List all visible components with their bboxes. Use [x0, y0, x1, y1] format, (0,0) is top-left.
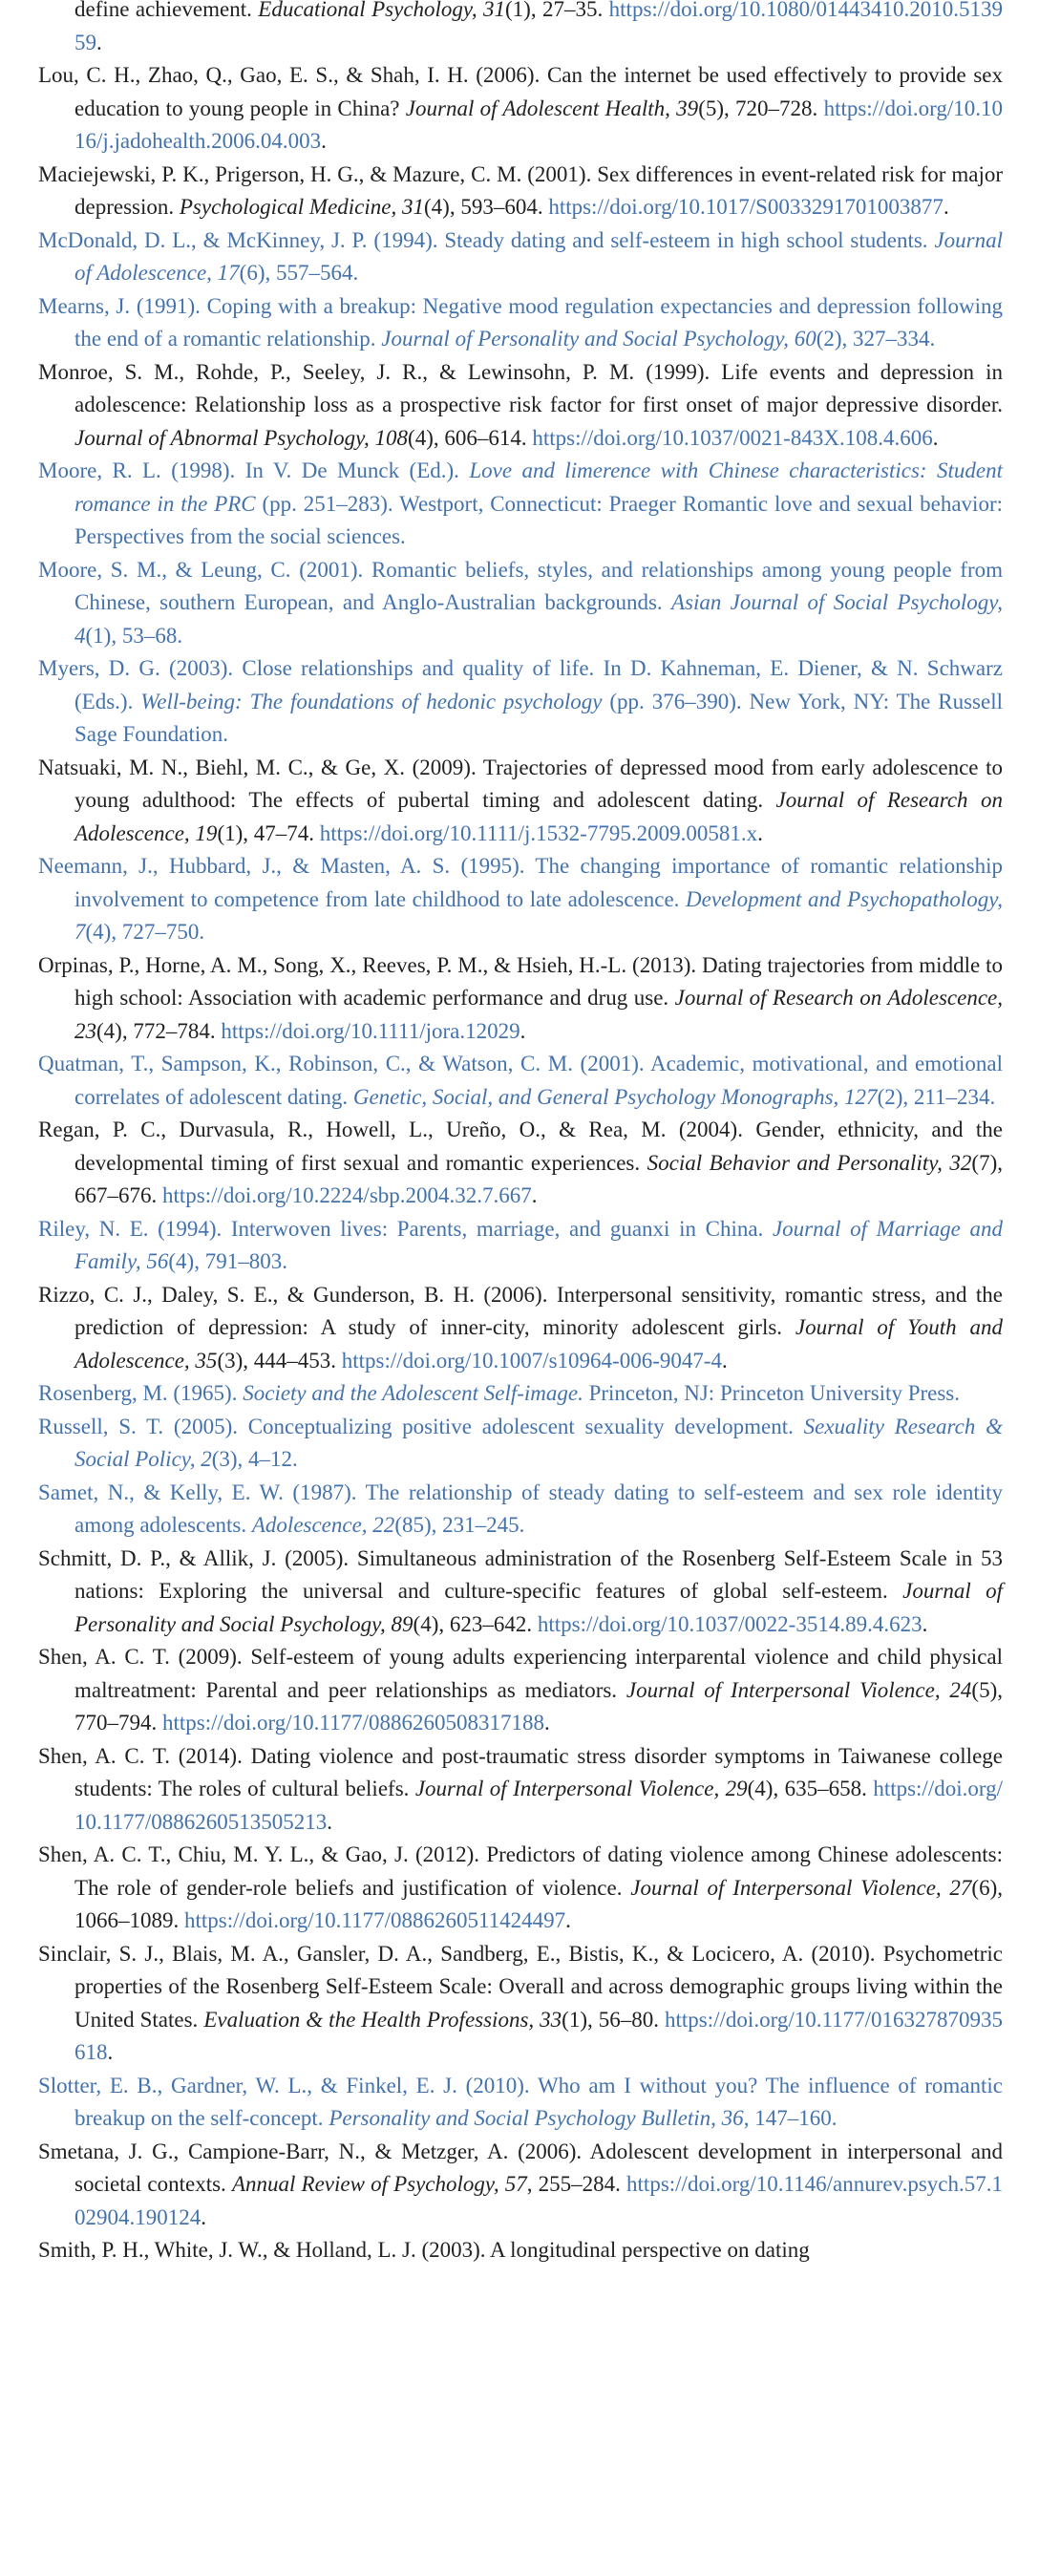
reference-link-entry[interactable]: [38, 850, 1003, 949]
doi-link[interactable]: https://doi.org/10.1017/S0033291701003877: [548, 195, 944, 219]
reference-text: Samet, N., & Kelly, E. W. (1987). The relationship of steady dating to self-esteem and sex role identity among adolescents.: [38, 1480, 1003, 1537]
reference-text: .: [757, 820, 763, 845]
reference-text: , 255–284.: [526, 2172, 627, 2196]
reference-text: Moore, R. L. (1998). In V. De Munck (Ed.).: [38, 458, 470, 482]
doi-link[interactable]: https://doi.org/10.1177/016327870935618: [74, 2007, 1003, 2064]
reference-text: (6), 557–564.: [239, 261, 359, 285]
reference-text: McDonald, D. L., & McKinney, J. P. (1994). Steady dating and self-esteem in high school students.: [38, 227, 935, 252]
reference-text: , 147–160.: [743, 2106, 838, 2130]
reference-entry: [38, 159, 1003, 224]
reference-text: (4), 772–784.: [96, 1018, 222, 1043]
reference-text: Russell, S. T. (2005). Conceptualizing positive adolescent sexuality development.: [38, 1414, 804, 1438]
reference-link-entry[interactable]: [38, 2070, 1003, 2136]
doi-link[interactable]: https://doi.org/10.1080/01443410.2010.513959: [74, 0, 1003, 54]
reference-link-entry[interactable]: [38, 1411, 1003, 1477]
reference-entry: [38, 1938, 1003, 2070]
reference-entry: [38, 1740, 1003, 1840]
doi-link[interactable]: https://doi.org/10.1037/0021-843X.108.4.606: [532, 425, 933, 450]
reference-text: Princeton, NJ: Princeton University Press.: [583, 1381, 960, 1405]
reference-text: (3), 4–12.: [211, 1447, 298, 1471]
journal-title: Journal of Interpersonal Violence, 29: [414, 1777, 748, 1800]
doi-link[interactable]: https://doi.org/10.1111/j.1532-7795.2009.00581.x: [319, 820, 758, 845]
reference-link-entry[interactable]: [38, 290, 1003, 356]
reference-text: (4), 623–642.: [413, 1611, 538, 1636]
journal-title: Journal of Research on Adolescence, 19: [74, 788, 1003, 845]
reference-text: Monroe, S. M., Rohde, P., Seeley, J. R., & Lewinsohn, P. M. (1999). Life events and depression in adolescence: Relationship loss as a prospective risk factor for first onset of major depressive disorder.: [38, 359, 1003, 416]
reference-entry: [38, 59, 1003, 159]
reference-text: (1), 53–68.: [85, 623, 183, 648]
journal-title: Asian Journal of Social Psychology, 4: [74, 590, 1003, 648]
reference-text: (4), 791–803.: [168, 1249, 287, 1273]
reference-text: Smith, P. H., White, J. W., & Holland, L. J. (2003). A longitudinal perspective on dating: [38, 2238, 810, 2262]
reference-text: Maciejewski, P. K., Prigerson, H. G., & Mazure, C. M. (2001). Sex differences in event-related risk for major depression.: [38, 161, 1003, 219]
reference-entry: [38, 1114, 1003, 1213]
journal-title: Journal of Abnormal Psychology, 108: [74, 425, 409, 450]
reference-text: Slotter, E. B., Gardner, W. L., & Finkel, E. J. (2010). Who am I without you? The influence of romantic breakup on the self-concept.: [38, 2073, 1003, 2130]
reference-link-entry[interactable]: [38, 1213, 1003, 1279]
journal-title: Genetic, Social, and General Psychology Monographs, 127: [352, 1084, 878, 1109]
journal-title: Journal of Interpersonal Violence, 27: [630, 1875, 972, 1900]
reference-text: define achievement.: [74, 0, 259, 21]
reference-entry: [38, 2234, 1003, 2267]
doi-link[interactable]: https://doi.org/10.1111/jora.12029: [221, 1018, 520, 1043]
reference-text: (6), 1066–1089.: [74, 1875, 1003, 1932]
reference-entry: [38, 1839, 1003, 1938]
reference-text: .: [327, 1809, 333, 1834]
reference-link-entry[interactable]: [38, 1048, 1003, 1114]
reference-link-entry[interactable]: [38, 224, 1003, 290]
reference-text: .: [531, 1183, 538, 1207]
reference-text: (2), 327–334.: [816, 327, 936, 351]
journal-title: Journal of Personality and Social Psychology, 89: [74, 1579, 1003, 1636]
reference-text: Mearns, J. (1991). Coping with a breakup: Negative mood regulation expectancies and depression following the end of a romantic relationship.: [38, 293, 1003, 351]
journal-title: Development and Psychopathology, 7: [74, 886, 1003, 944]
journal-title: Society and the Adolescent Self-image.: [243, 1381, 583, 1405]
reference-text: (4), 593–604.: [424, 195, 549, 219]
references-list: [38, 0, 1003, 2267]
reference-text: Sinclair, S. J., Blais, M. A., Gansler, D. A., Sandberg, E., Bistis, K., & Locicero, A. (2010). Psychometric properties of the Rosenberg Self-Esteem Scale: Overall and across demographic groups living within the United States.: [38, 1941, 1003, 2032]
reference-text: .: [96, 30, 102, 54]
reference-text: (4), 606–614.: [408, 425, 533, 450]
reference-text: Rizzo, C. J., Daley, S. E., & Gunderson, B. H. (2006). Interpersonal sensitivity, romantic stress, and the prediction of depression: A study of inner-city, minority adolescent girls.: [38, 1282, 1003, 1339]
journal-title: Social Behavior and Personality, 32: [647, 1150, 972, 1175]
reference-text: (1), 56–80.: [562, 2007, 666, 2032]
reference-text: Riley, N. E. (1994). Interwoven lives: Parents, marriage, and guanxi in China.: [38, 1216, 773, 1241]
reference-text: (7), 667–676.: [74, 1150, 1003, 1207]
reference-link-entry[interactable]: [38, 554, 1003, 653]
journal-title: Adolescence, 22: [251, 1513, 395, 1537]
journal-title: Annual Review of Psychology, 57: [231, 2172, 527, 2196]
doi-link[interactable]: https://doi.org/10.1177/0886260508317188: [162, 1711, 544, 1735]
reference-link-entry[interactable]: [38, 455, 1003, 554]
reference-text: .: [722, 1348, 728, 1373]
reference-entry: [38, 1279, 1003, 1378]
reference-text: .: [543, 1711, 550, 1735]
journal-title: Sexuality Research & Social Policy, 2: [74, 1414, 1003, 1471]
journal-title: Journal of Adolescence, 17: [74, 227, 1003, 285]
doi-link[interactable]: https://doi.org/10.1016/j.jadohealth.2006.04.003: [74, 96, 1003, 153]
journal-title: Journal of Youth and Adolescence, 35: [74, 1315, 1003, 1373]
reference-text: .: [943, 195, 949, 219]
reference-text: (85), 231–245.: [394, 1513, 525, 1537]
reference-text: (2), 211–234.: [877, 1084, 996, 1109]
reference-text: Shen, A. C. T. (2009). Self-esteem of young adults experiencing interparental violence and child physical maltreatment: Parental and peer relationships as mediators.: [38, 1645, 1003, 1702]
reference-text: (4), 635–658.: [747, 1777, 874, 1800]
reference-entry: [38, 0, 1003, 59]
reference-text: (5), 720–728.: [698, 96, 824, 120]
reference-link-entry[interactable]: [38, 1377, 1003, 1411]
journal-title: Personality and Social Psychology Bulletin, 36: [329, 2106, 744, 2130]
reference-text: .: [520, 1018, 526, 1043]
reference-link-entry[interactable]: [38, 652, 1003, 752]
reference-text: (3), 444–453.: [217, 1348, 342, 1373]
reference-entry: [38, 752, 1003, 851]
reference-entry: [38, 356, 1003, 456]
journal-title: Journal of Personality and Social Psychology, 60: [381, 327, 816, 351]
reference-text: Moore, S. M., & Leung, C. (2001). Romantic beliefs, styles, and relationships among young people from Chinese, southern European, and Anglo-Australian backgrounds.: [38, 557, 1003, 614]
reference-text: .: [932, 425, 939, 450]
reference-text: (pp. 376–390). New York, NY: The Russell Sage Foundation.: [74, 689, 1004, 746]
doi-link[interactable]: https://doi.org/10.1177/0886260511424497: [184, 1908, 566, 1932]
reference-text: (4), 727–750.: [85, 920, 205, 944]
doi-link[interactable]: https://doi.org/10.1007/s10964-006-9047-4: [341, 1348, 723, 1373]
doi-link[interactable]: https://doi.org/10.1146/annurev.psych.57.102904.190124: [74, 2172, 1004, 2229]
reference-text: Shen, A. C. T. (2014). Dating violence and post-traumatic stress disorder symptoms in Taiwanese college students: The roles of cultural beliefs.: [38, 1743, 1003, 1800]
reference-entry: [38, 949, 1003, 1049]
reference-text: .: [321, 129, 327, 153]
reference-entry: [38, 1641, 1003, 1740]
reference-text: Neemann, J., Hubbard, J., & Masten, A. S. (1995). The changing importance of romantic relationship involvement to competence from late childhood to late adolescence.: [38, 854, 1003, 911]
reference-text: Lou, C. H., Zhao, Q., Gao, E. S., & Shah, I. H. (2006). Can the internet be used effectively to provide sex education to young people in China?: [38, 63, 1003, 120]
reference-entry: [38, 2136, 1003, 2235]
reference-text: (1), 27–35.: [505, 0, 609, 21]
journal-title: Well-being: The foundations of hedonic psychology: [140, 689, 603, 713]
reference-text: Myers, D. G. (2003). Close relationships and quality of life. In D. Kahneman, E. Diener, & N. Schwarz (Eds.).: [38, 656, 1003, 713]
journal-title: Educational Psychology, 31: [258, 0, 506, 21]
reference-text: .: [201, 2204, 206, 2229]
journal-title: Psychological Medicine, 31: [179, 195, 424, 219]
journal-title: Journal of Research on Adolescence, 23: [74, 986, 1003, 1043]
doi-link[interactable]: https://doi.org/10.2224/sbp.2004.32.7.667: [162, 1183, 532, 1207]
journal-title: Love and limerence with Chinese characteristics: Student romance in the PRC: [74, 458, 1003, 516]
reference-text: Schmitt, D. P., & Allik, J. (2005). Simultaneous administration of the Rosenberg Self-Esteem Scale in 53 nations: Exploring the universal and culture-specific features of global self-esteem.: [38, 1545, 1003, 1603]
reference-entry: [38, 1543, 1003, 1642]
doi-link[interactable]: https://doi.org/10.1177/0886260513505213: [74, 1777, 1003, 1834]
reference-text: Quatman, T., Sampson, K., Robinson, C., & Watson, C. M. (2001). Academic, motivational, and emotional correlates of adolescent dating.: [38, 1052, 1003, 1109]
reference-text: Orpinas, P., Horne, A. M., Song, X., Reeves, P. M., & Hsieh, H.-L. (2013). Dating trajectories from middle to high school: Association with academic performance and drug use.: [38, 952, 1003, 1010]
reference-text: Smetana, J. G., Campione-Barr, N., & Metzger, A. (2006). Adolescent development in interpersonal and societal contexts.: [38, 2139, 1003, 2196]
reference-text: (1), 47–74.: [217, 820, 320, 845]
reference-text: Natsuaki, M. N., Biehl, M. C., & Ge, X. (2009). Trajectories of depressed mood from early adolescence to young adulthood: The effects of pubertal timing and adolescent dating.: [38, 755, 1003, 812]
reference-text: Regan, P. C., Durvasula, R., Howell, L., Ureño, O., & Rea, M. (2004). Gender, ethnicity, and the developmental timing of first sexual and romantic experiences.: [38, 1118, 1003, 1175]
reference-link-entry[interactable]: [38, 1477, 1003, 1543]
journal-title: Journal of Adolescent Health, 39: [405, 96, 699, 120]
reference-text: .: [565, 1908, 571, 1932]
journal-title: Journal of Interpersonal Violence, 24: [626, 1677, 972, 1702]
reference-text: Shen, A. C. T., Chiu, M. Y. L., & Gao, J. (2012). Predictors of dating violence among Chinese adolescents: The role of gender-role beliefs and justification of violence.: [38, 1842, 1003, 1900]
reference-text: Rosenberg, M. (1965).: [38, 1381, 244, 1405]
journal-title: Evaluation & the Health Professions, 33: [203, 2007, 562, 2032]
reference-text: (pp. 251–283). Westport, Connecticut: Praeger Romantic love and sexual behavior: Perspectives from the social sciences.: [74, 491, 1003, 548]
reference-text: .: [107, 2040, 114, 2064]
journal-title: Journal of Marriage and Family, 56: [74, 1216, 1003, 1273]
doi-link[interactable]: https://doi.org/10.1037/0022-3514.89.4.623: [537, 1611, 922, 1636]
reference-text: .: [922, 1611, 928, 1636]
reference-text: (5), 770–794.: [74, 1677, 1003, 1735]
